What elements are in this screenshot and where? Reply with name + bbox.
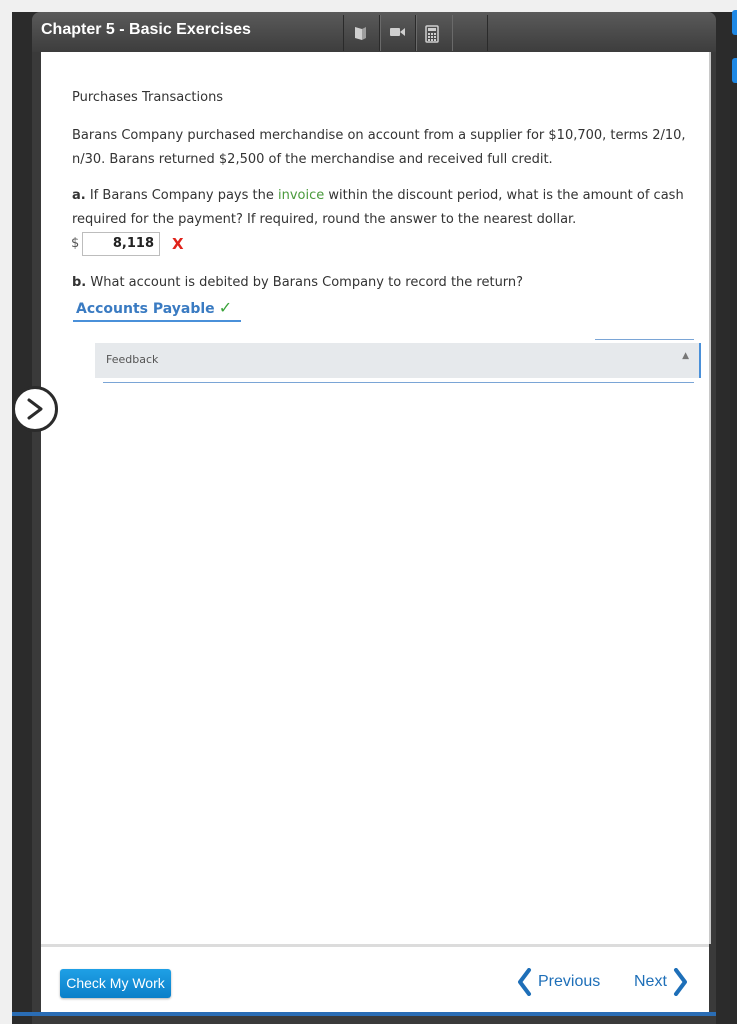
book-icon: [353, 25, 369, 41]
video-icon: [389, 25, 407, 39]
right-edge-accent: [732, 10, 737, 35]
question-a-text-start: If Barans Company pays the: [85, 188, 278, 203]
calculator-icon: [425, 25, 439, 43]
previous-label: Previous: [538, 973, 601, 990]
question-a-text-end: within the discount period, what is the amount of cash required for the payment? If required, round the answer to the nearest dollar.: [72, 188, 684, 227]
chevron-right-icon: [673, 968, 689, 996]
feedback-label: Feedback: [106, 353, 159, 366]
window-top-strip: [0, 0, 737, 12]
question-b-label: b.: [72, 275, 87, 290]
cash-required-input[interactable]: 8,118: [82, 232, 160, 256]
question-b: [72, 275, 523, 290]
feedback-top-border: [595, 339, 694, 340]
question-b-text: What account is debited by Barans Company to record the return?: [86, 275, 524, 290]
feedback-toggle[interactable]: [95, 343, 701, 378]
bottom-accent-bar: [12, 1012, 716, 1016]
header-bar: [32, 12, 716, 52]
problem-text: Barans Company purchased merchandise on account from a supplier for $10,700, terms 2/10, n/30. Barans returned $2,500 of the merchandise and received full credit.: [72, 128, 686, 167]
toolbar-divider: [487, 15, 488, 51]
debited-account-value: Accounts Payable: [76, 301, 215, 317]
caret-up-icon: ▲: [682, 351, 689, 361]
expand-panel-button[interactable]: [12, 386, 58, 432]
page-title: Chapter 5 - Basic Exercises: [41, 21, 251, 38]
debited-account-select[interactable]: [73, 298, 241, 322]
correct-check-icon: ✓: [218, 298, 233, 317]
question-a-label: a.: [72, 188, 86, 203]
invoice-glossary-link[interactable]: invoice: [278, 188, 325, 203]
window-left-strip: [0, 0, 12, 1024]
check-my-work-button[interactable]: Check My Work: [60, 969, 171, 998]
calculator-button[interactable]: [415, 15, 453, 51]
incorrect-icon: X: [172, 235, 184, 253]
next-label: Next: [634, 973, 667, 990]
section-title: Purchases Transactions: [72, 90, 224, 105]
next-button[interactable]: [634, 966, 689, 998]
chevron-left-icon: [516, 968, 532, 996]
video-button[interactable]: [379, 15, 417, 51]
right-edge-accent: [732, 58, 737, 83]
question-a: [72, 184, 702, 232]
currency-symbol: $: [71, 236, 80, 251]
ebook-button[interactable]: [343, 15, 381, 51]
feedback-bottom-border: [103, 382, 694, 383]
previous-button[interactable]: [516, 966, 600, 998]
chevron-right-icon: [26, 398, 44, 420]
